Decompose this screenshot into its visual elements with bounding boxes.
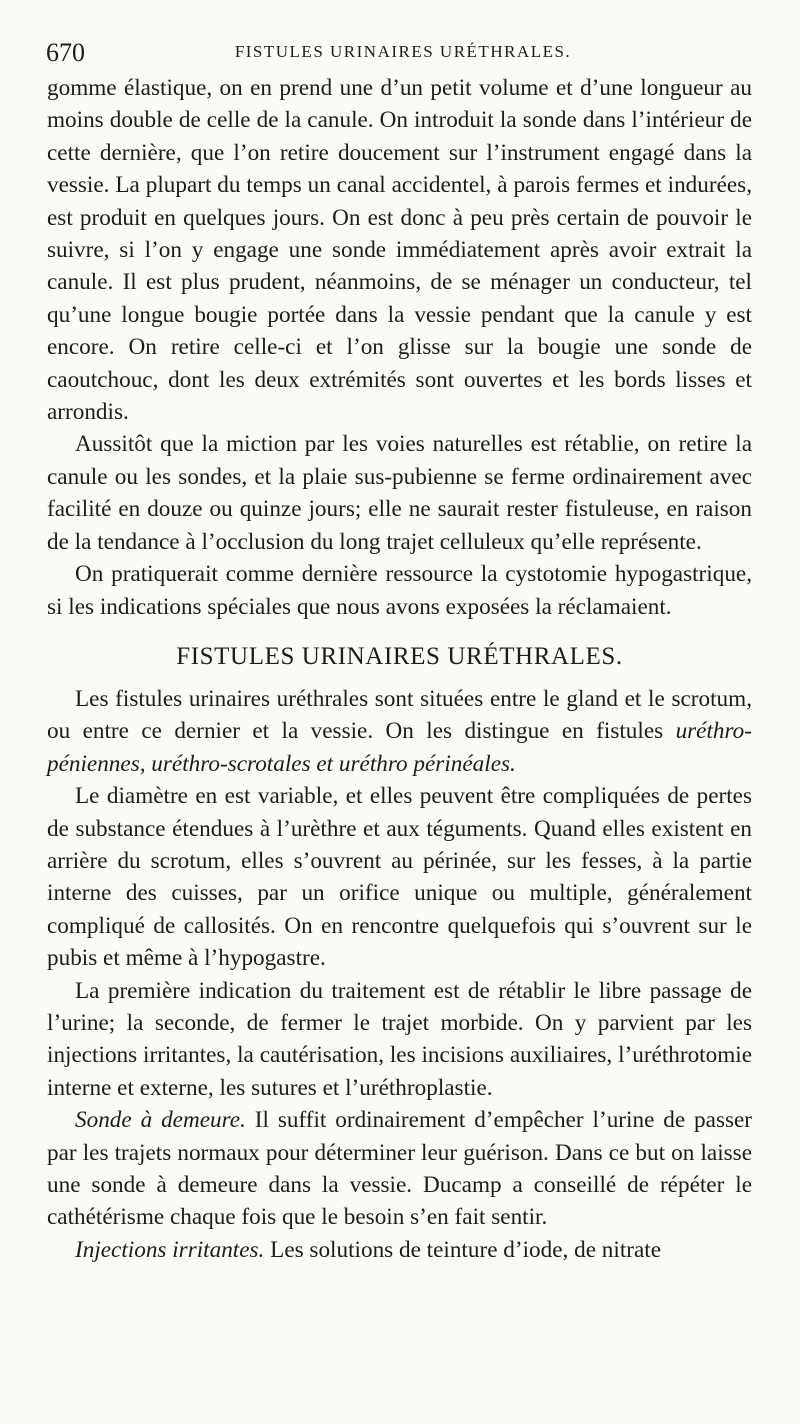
paragraph	[47, 683, 752, 780]
page-header	[46, 32, 760, 72]
page-body	[47, 72, 752, 1266]
paragraph-text: Les fistules urinaires uréthrales sont situées entre le gland et le scrotum, ou entre ce dernier et la vessie. On les distingue en fistules	[47, 685, 752, 745]
run-in-heading: Injections irritantes.	[75, 1236, 265, 1263]
paragraph: Aussitôt que la miction par les voies naturelles est rétablie, on retire la canule ou les sondes, et la plaie sus-pubienne se ferme ordinairement avec facilité en douze ou quinze jours; elle ne saurait rester fistuleuse, en raison de la tendance à l’occlusion du long trajet celluleux qu’elle représente.	[47, 431, 752, 555]
page-number: 670	[46, 38, 85, 67]
paragraph: On pratiquerait comme dernière ressource la cystotomie hypogastrique, si les indications spéciales que nous avons exposées la réclamaient.	[47, 561, 752, 620]
paragraph	[47, 1104, 752, 1234]
paragraph: gomme élastique, on en prend une d’un petit volume et d’une longueur au moins double de celle de la canule. On introduit la sonde dans l’intérieur de cette dernière, que l’on retire doucement sur l’instrument engagé dans la vessie. La plupart du temps un canal accidentel, à parois fermes et indurées, est produit en quelques jours. On est donc à peu près certain de pouvoir le suivre, si l’on y engage une sonde immédiatement après avoir extrait la canule. Il est plus prudent, néanmoins, de se ménager un conducteur, tel qu’une longue bougie portée dans la vessie pendant que la canule y est encore. On retire celle-ci et l’on glisse sur la bougie une sonde de caoutchouc, dont les deux extrémités sont ouvertes et les bords lisses et arrondis.	[47, 75, 752, 426]
paragraph: La première indication du traitement est de rétablir le libre passage de l’urine; la seconde, de fermer le trajet morbide. On y parvient par les injections irritantes, la cautérisation, les incisions auxiliaires, l’uréthrotomie interne et externe, les sutures et l’uréthroplastie.	[47, 977, 752, 1101]
paragraph-text: Il suffit ordinairement d’empêcher l’urine de passer par les trajets normaux pour déterminer leur guérison. Dans ce but on laisse une sonde à demeure dans la vessie. Ducamp a conseillé de répéter le cathétérisme chaque fois que le besoin s’en fait sentir.	[47, 1107, 752, 1231]
paragraph	[47, 1234, 752, 1266]
fistula-types: uréthro-péniennes, uréthro-scrotales et uréthro périnéales.	[47, 718, 752, 777]
running-title: FISTULES URINAIRES URÉTHRALES.	[234, 42, 572, 61]
paragraph: Le diamètre en est variable, et elles peuvent être compliquées de pertes de substance étendues à l’urèthre et aux téguments. Quand elles existent en arrière du scrotum, elles s’ouvrent au périnée, sur les fesses, à la partie interne des cuisses, par un orifice unique ou multiple, généralement compliqué de callosités. On en rencontre quelquefois qui s’ouvrent sur le pubis et même à l’hypogastre.	[47, 783, 752, 972]
run-in-heading: Sonde à demeure.	[75, 1107, 246, 1134]
section-title: FISTULES URINAIRES URÉTHRALES.	[176, 642, 623, 670]
paragraph-text: Les solutions de teinture d’iode, de nitrate	[264, 1236, 662, 1263]
